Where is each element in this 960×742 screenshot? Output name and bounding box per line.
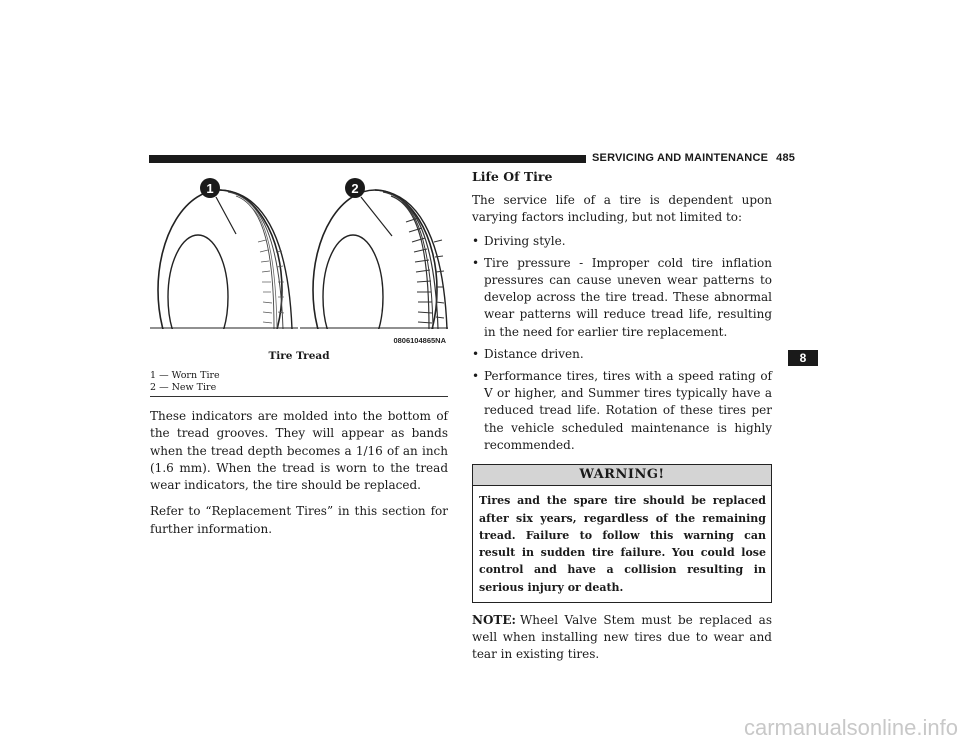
figure-caption: Tire Tread xyxy=(268,350,330,362)
list-item xyxy=(472,368,772,454)
list-item xyxy=(472,255,772,341)
callout-2-label: 2 xyxy=(351,181,359,196)
tire-tread-figure xyxy=(150,172,448,347)
list-item-text: Distance driven. xyxy=(484,346,584,361)
bullet-icon: • xyxy=(472,346,480,361)
note-paragraph xyxy=(472,612,772,664)
section-title: Life Of Tire xyxy=(472,169,553,184)
list-item xyxy=(472,346,772,363)
figure-legend xyxy=(150,370,448,394)
paragraph-tread-indicators: These indicators are molded into the bottom of the tread grooves. They will appear as bands when the tread depth becomes a 1/16 of an inch (1.6 mm). When the tread is worn to the tread wear indicators, the tire should be replaced. xyxy=(150,409,448,493)
header-section-title: SERVICING AND MAINTENANCE xyxy=(592,152,769,164)
list-item-text: Performance tires, tires with a speed rating of V or higher, and Summer tires typically have a reduced tread life. Rotation of these tires per the vehicle scheduled maintenance is highly recommended. xyxy=(484,369,772,452)
header-rule xyxy=(149,155,586,163)
watermark: carmanualsonline.info xyxy=(743,715,958,740)
factor-list xyxy=(472,233,772,454)
list-item xyxy=(472,233,772,250)
paragraph-replacement-reference: Refer to “Replacement Tires” in this section for further information. xyxy=(150,504,448,536)
list-item-text: Tire pressure - Improper cold tire inflation pressures can cause uneven wear patterns to develop across the tire tread. These abnormal wear patterns will reduce tread life, resulting in the need for earlier tire replacement. xyxy=(484,255,772,339)
chapter-tab: 8 xyxy=(788,350,818,366)
legend-divider xyxy=(150,396,448,397)
worn-tire-drawing xyxy=(150,190,298,347)
legend-item-worn-tire: 1 — Worn Tire xyxy=(150,370,220,381)
figure-image-code: 0806104865NA xyxy=(393,336,446,345)
page-number: 485 xyxy=(776,152,796,164)
bullet-icon: • xyxy=(472,369,480,384)
tire-illustration xyxy=(150,172,448,347)
section-intro: The service life of a tire is dependent upon varying factors including, but not limited to: xyxy=(472,193,772,225)
warning-box xyxy=(472,464,772,603)
left-column-text xyxy=(150,408,448,547)
list-item-text: Driving style. xyxy=(484,233,566,248)
callout-1-label: 1 xyxy=(206,181,214,196)
bullet-icon: • xyxy=(472,255,480,270)
legend-item-new-tire: 2 — New Tire xyxy=(150,382,217,393)
note-label: NOTE: xyxy=(472,613,516,628)
running-header xyxy=(592,152,796,164)
bullet-icon: • xyxy=(472,233,480,248)
warning-title: WARNING! xyxy=(473,465,771,486)
note-text: Wheel Valve Stem must be replaced as well when installing new tires due to wear and tear in existing tires. xyxy=(472,613,772,662)
warning-body: Tires and the spare tire should be replaced after six years, regardless of the remaining tread. Failure to follow this warning can result in sudden tire failure. You could lose control and have a collision resulting in serious injury or death. xyxy=(479,494,766,594)
right-column-text xyxy=(472,168,772,676)
